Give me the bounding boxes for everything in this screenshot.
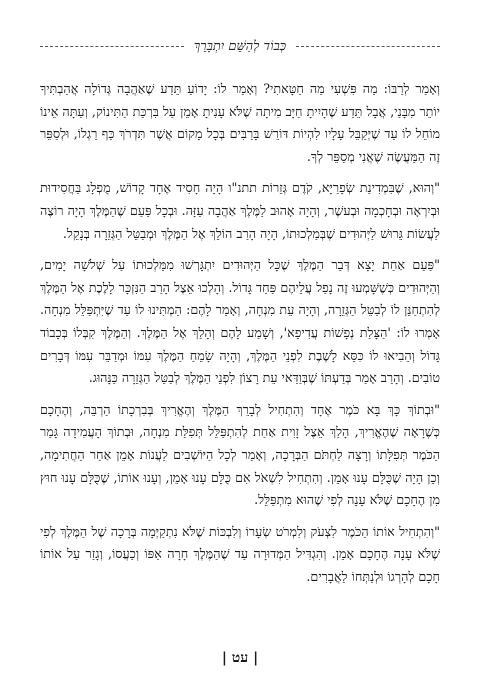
running-header (40, 38, 440, 54)
page-body (40, 78, 440, 597)
page-number: | עט | (221, 650, 259, 666)
header-rule-right (296, 46, 440, 47)
paragraph: "וְהִתְחִיל אוֹתוֹ הַכֹּמֶר לִצְעֹק וְלִמְרֹט שְׂעָרוֹ וְלִבְכּוֹת שֶׁלֹּא נִתְקַיְּמָה בְּרָכָה שֶׁל הַמֶּלֶךְ לְפִי שֶׁלֹּא עָנָה הֶחָכָם אָמֵן. וְהִגְדִּיל הַמְּדוּרָה עַד שֶׁהַמֶּלֶךְ חָרָה אַפּוֹ וְכַעֲסוֹ, וְגָזַר עַל אוֹתוֹ חָכָם לְהָרְגוֹ וּלְנַתְּחוֹ לַאֲבָרִים. (40, 523, 440, 584)
paragraph: וְאָמַר לְרַבּוֹ: מַה פִּשְׁעִי מַה חַטָּאתִי? וְאָמַר לוֹ: יָדוֹעַ תֵּדַע שֶׁאַהֲבָה גְּדוֹלָה אֲהַבְתִּיךָ יוֹתֵר מִבָּנַי, אֲבָל תֵּדַע שֶׁהָיִיתָ חַיָּב מִיתָה שֶׁלֹּא עָנִיתָ אָמֵן עַל בִּרְכַּת הַתִּינוֹק, וְעַתָּה אֵינוֹ מוֹחֵל לוֹ עַד שֶׁיְּקַבֵּל עָלָיו לִהְיוֹת דּוֹרֵשׁ בָּרַבִּים בְּכָל מָקוֹם אֲשֶׁר תִּדְרֹךְ כַּף רַגְלוֹ, וּלְסַפֵּר זֶה הַמַּעֲשֶׂה שֶׁאֲנִי מְסַפֵּר לְךָ. (40, 81, 440, 164)
paragraph: "וּבְתוֹךְ כָּךְ בָּא כֹּמֶר אֶחָד וְהִתְחִיל לְבָרֵךְ הַמֶּלֶךְ וְהֶאֱרִיךְ בְּבִרְכָתוֹ הַרְבֵּה, וְהֶחָכָם כְּשֶׁרָאָה שֶׁהֶאֱרִיךְ, הָלַךְ אֵצֶל זָוִית אַחַת לְהִתְפַּלֵּל תְּפִלַּת מִנְחָה, וּבְתוֹךְ הָעֲמִידָה גָּמַר הַכֹּמֶר תְּפִלָּתוֹ וְרָצָה לַחְתֹּם הַבְּרָכָה, וְאָמַר לְכָל הַיּוֹשְׁבִים לַעֲנוֹת אָמֵן אַחַר הַחֲתִימָה, וְכֵן הָיָה שֶׁכֻּלָּם עָנוּ אָמֵן. וְהִתְחִיל לִשְׁאֹל אִם כֻּלָּם עָנוּ אָמֵן, וְעָנוּ אוֹתוֹ, שֶׁכֻּלָּם עָנוּ חוּץ מִן הֶחָכָם שֶׁלֹּא עָנָה לְפִי שֶׁהוּא מִתְפַּלֵּל. (40, 401, 440, 508)
header-rule-left (40, 46, 184, 47)
paragraph: "וְהוּא, שֶׁבִּמְדִינַת שְׂפָרַיָּא, קֹדֶם גְּזֵרוֹת תתנ"ו הָיָה חָסִיד אֶחָד קָדוֹשׁ, מֻפְלָג בַּחֲסִידוּת וּבְיִרְאָה וּבְחָכְמָה וּבְעשֶׁר, וְהָיָה אָהוּב לַמֶּלֶךְ אַהֲבָה עַזָּה. וּבְכָל פַּעַם שֶׁהַמֶּלֶךְ הָיָה רוֹצֶה לַעֲשׂוֹת גֵּרוּשׁ לַיְּהוּדִים שֶׁבְּמַלְכוּתוֹ, הָיָה הָרַב הוֹלֵךְ אֶל הַמֶּלֶךְ וּמְבַטֵּל הַגְּזֵרָה בְּנָקֵל. (40, 180, 440, 241)
running-header-title: כְּבוֹד לְהַשֵּׁם יִתְבָּרֵךְ (193, 39, 287, 54)
paragraph: "פַּעַם אַחַת יָצָא דְּבַר הַמֶּלֶךְ שֶׁכָּל הַיְּהוּדִים יִתְגָּרְשׁוּ מִמַּלְכוּתוֹ עַל שְׁלֹשָׁה יָמִים, וְהַיְּהוּדִים כְּשֶׁשָּׁמְעוּ זֶה נָפַל עֲלֵיהֶם פַּחַד גָּדוֹל. וְהָלְכוּ אֵצֶל הָרַב הַנִּזְכָּר לָלֶכֶת אֶל הַמֶּלֶךְ לְהִתְחַנֵּן לוֹ לְבַטֵּל הַגְּזֵרָה, וְהָיָה עֵת מִנְחָה, וְאָמַר לָהֶם: הַמְתִּינוּ לוֹ עַד שֶׁיִּתְפַּלֵּל מִנְחָה. אָמְרוּ לוֹ: 'הַצָּלַת נְפָשׁוֹת עֲדִיפָא', וְשָׁמַע לָהֶם וְהָלַךְ אֶל הַמֶּלֶךְ. וְהַמֶּלֶךְ קִבְּלוֹ בְּכָבוֹד גָּדוֹל וְהֵבִיאוּ לוֹ כִּסֵּא לָשֶׁבֶת לִפְנֵי הַמֶּלֶךְ, וְהָיָה שָׂמֵחַ הַמֶּלֶךְ עִמּוֹ וּמְדַבֵּר עִמּוֹ דְּבָרִים טוֹבִים. וְהָרַב אָמַר בְּדַעְתּוֹ שֶׁבְּוַדַּאי עֵת רָצוֹן לִפְנֵי הַמֶּלֶךְ לְבַטֵּל הַגְּזֵרָה כַּנָּהוּג. (40, 257, 440, 386)
